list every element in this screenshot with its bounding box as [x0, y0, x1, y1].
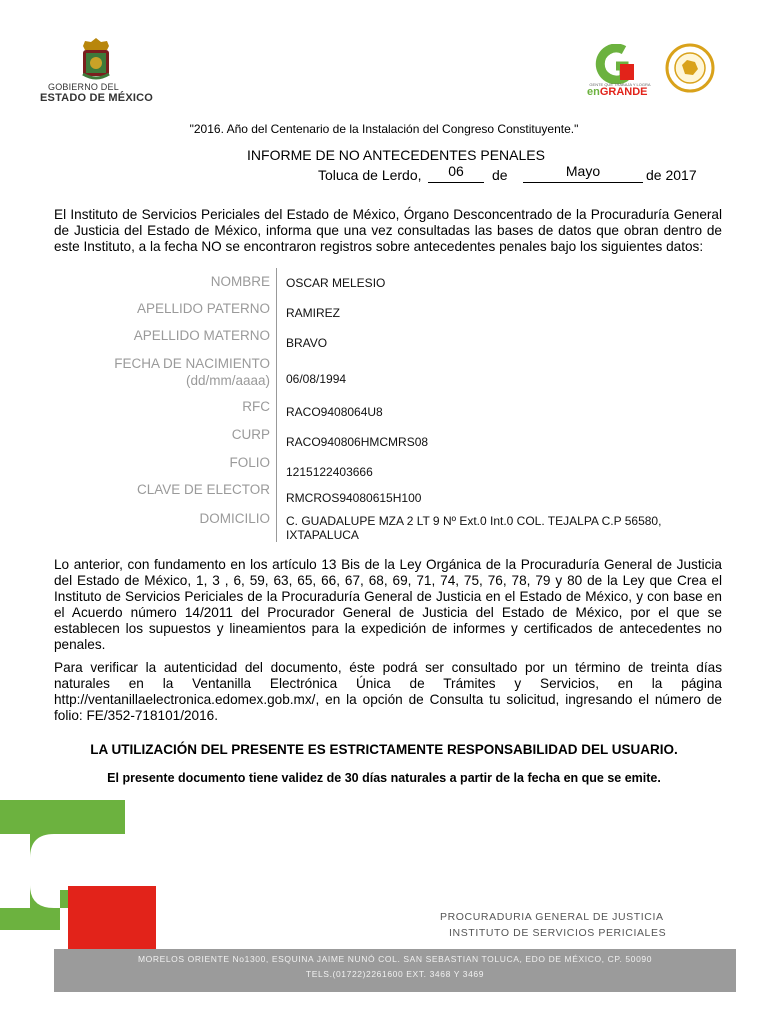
footer-phones: TELS.(01722)2261600 EXT. 3468 Y 3469	[305, 969, 485, 979]
engrande-word: GRANDE	[599, 86, 648, 98]
responsibility-warning: LA UTILIZACIÓN DEL PRESENTE ES ESTRICTAMENTE RESPONSABILIDAD DEL USUARIO.	[90, 742, 678, 757]
g-logo-icon	[584, 44, 656, 84]
verification-paragraph: Para verificar la autenticidad del documento, éste podrá ser consultado por un término de treinta días naturales en la Ventanilla Electrónica Única de Trámites y Servicios, en la página http://ventanillaelectronica.edomex.gob.mx/, en la opción de Consulta tu solicitud, ingresando el número de folio: FE/352-718101/2016.	[54, 660, 722, 723]
place: Toluca de Lerdo,	[318, 167, 422, 183]
engrande-tagline: GENTE QUE TRABAJA Y LOGRA	[589, 82, 651, 87]
field-value-nombre: OSCAR MELESIO	[286, 276, 386, 290]
motto: "2016. Año del Centenario de la Instalación del Congreso Constituyente."	[189, 122, 579, 136]
engrande-logo	[584, 44, 656, 100]
field-sublabel-fecha: (dd/mm/aaaa)	[185, 373, 270, 388]
field-value-domicilio: C. GUADALUPE MZA 2 LT 9 Nº Ext.0 Int.0 COL. TEJALPA C.P 56580,	[286, 514, 662, 528]
field-value-clave-elector: RMCROS94080615H100	[286, 491, 422, 505]
footer-g-graphic-icon	[0, 800, 170, 950]
field-value-rfc: RACO9408064U8	[286, 405, 383, 419]
field-label-curp: CURP	[231, 427, 270, 442]
field-value-domicilio-2: IXTAPALUCA	[286, 528, 359, 542]
field-label-rfc: RFC	[242, 399, 270, 414]
field-label-fecha-nacimiento: FECHA DE NACIMIENTO	[114, 356, 270, 371]
year-text: de 2017	[646, 167, 697, 183]
state-crest-icon	[77, 36, 115, 82]
engrande-wordmark	[587, 86, 648, 98]
field-label-domicilio: DOMICILIO	[199, 511, 270, 526]
footer-org-line2: INSTITUTO DE SERVICIOS PERICIALES	[449, 927, 667, 939]
footer-org-line1: PROCURADURIA GENERAL DE JUSTICIA	[440, 911, 664, 923]
date-line	[318, 165, 738, 187]
footer-address: MORELOS ORIENTE No1300, ESQUINA JAIME NUNÓ COL. SAN SEBASTIAN TOLUCA, EDO DE MÉXICO, CP. 50090	[137, 954, 653, 964]
field-label-folio: FOLIO	[229, 455, 270, 470]
de-label: de	[492, 167, 508, 183]
engrande-prefix: en	[587, 86, 600, 98]
gov-line2: ESTADO DE MÉXICO	[40, 92, 154, 104]
document-title: INFORME DE NO ANTECEDENTES PENALES	[247, 147, 545, 163]
intro-paragraph: El Instituto de Servicios Periciales del Estado de México, Órgano Desconcentrado de la Procuraduría General de Justicia del Estado de México, informa que una vez consultadas las bases de datos que obran dentro de este Instituto, a la fecha NO se encontraron registros sobre antecedentes penales bajo los siguientes datos:	[54, 207, 722, 254]
validity-note: El presente documento tiene validez de 30 días naturales a partir de la fecha en que se emite.	[107, 771, 661, 785]
month-value: Mayo	[523, 163, 643, 183]
day-value: 06	[428, 163, 484, 183]
field-label-nombre: NOMBRE	[210, 274, 270, 289]
gobierno-logo	[40, 36, 160, 104]
institute-seal-icon	[665, 43, 715, 93]
field-value-apellido-paterno: RAMIREZ	[286, 306, 340, 320]
field-value-apellido-materno: BRAVO	[286, 336, 328, 350]
legal-basis-paragraph: Lo anterior, con fundamento en los artículo 13 Bis de la Ley Orgánica de la Procuraduría General de Justicia del Estado de México, 1, 3 , 6, 59, 63, 65, 66, 67, 68, 69, 71, 74, 75, 76, 78, 79 y 80 de la Ley que Crea el Instituto de Servicios Periciales de la Procuraduría General de Justicia en el Estado de México, y con base en el Acuerdo número 14/2011 del Procurador General de Justicia del Estado de México, por el que se establecen los supuestos y lineamientos para la expedición de informes y certificados de antecedentes no penales.	[54, 557, 722, 652]
field-label-apellido-materno: APELLIDO MATERNO	[133, 328, 270, 343]
fields-divider	[276, 268, 277, 542]
gov-line1: GOBIERNO DEL	[48, 82, 119, 92]
field-label-clave-elector: CLAVE DE ELECTOR	[136, 482, 270, 497]
field-value-folio: 1215122403666	[286, 465, 373, 479]
field-label-apellido-paterno: APELLIDO PATERNO	[136, 301, 270, 316]
field-value-fecha-nacimiento: 06/08/1994	[286, 372, 347, 386]
field-value-curp: RACO940806HMCMRS08	[286, 435, 429, 449]
